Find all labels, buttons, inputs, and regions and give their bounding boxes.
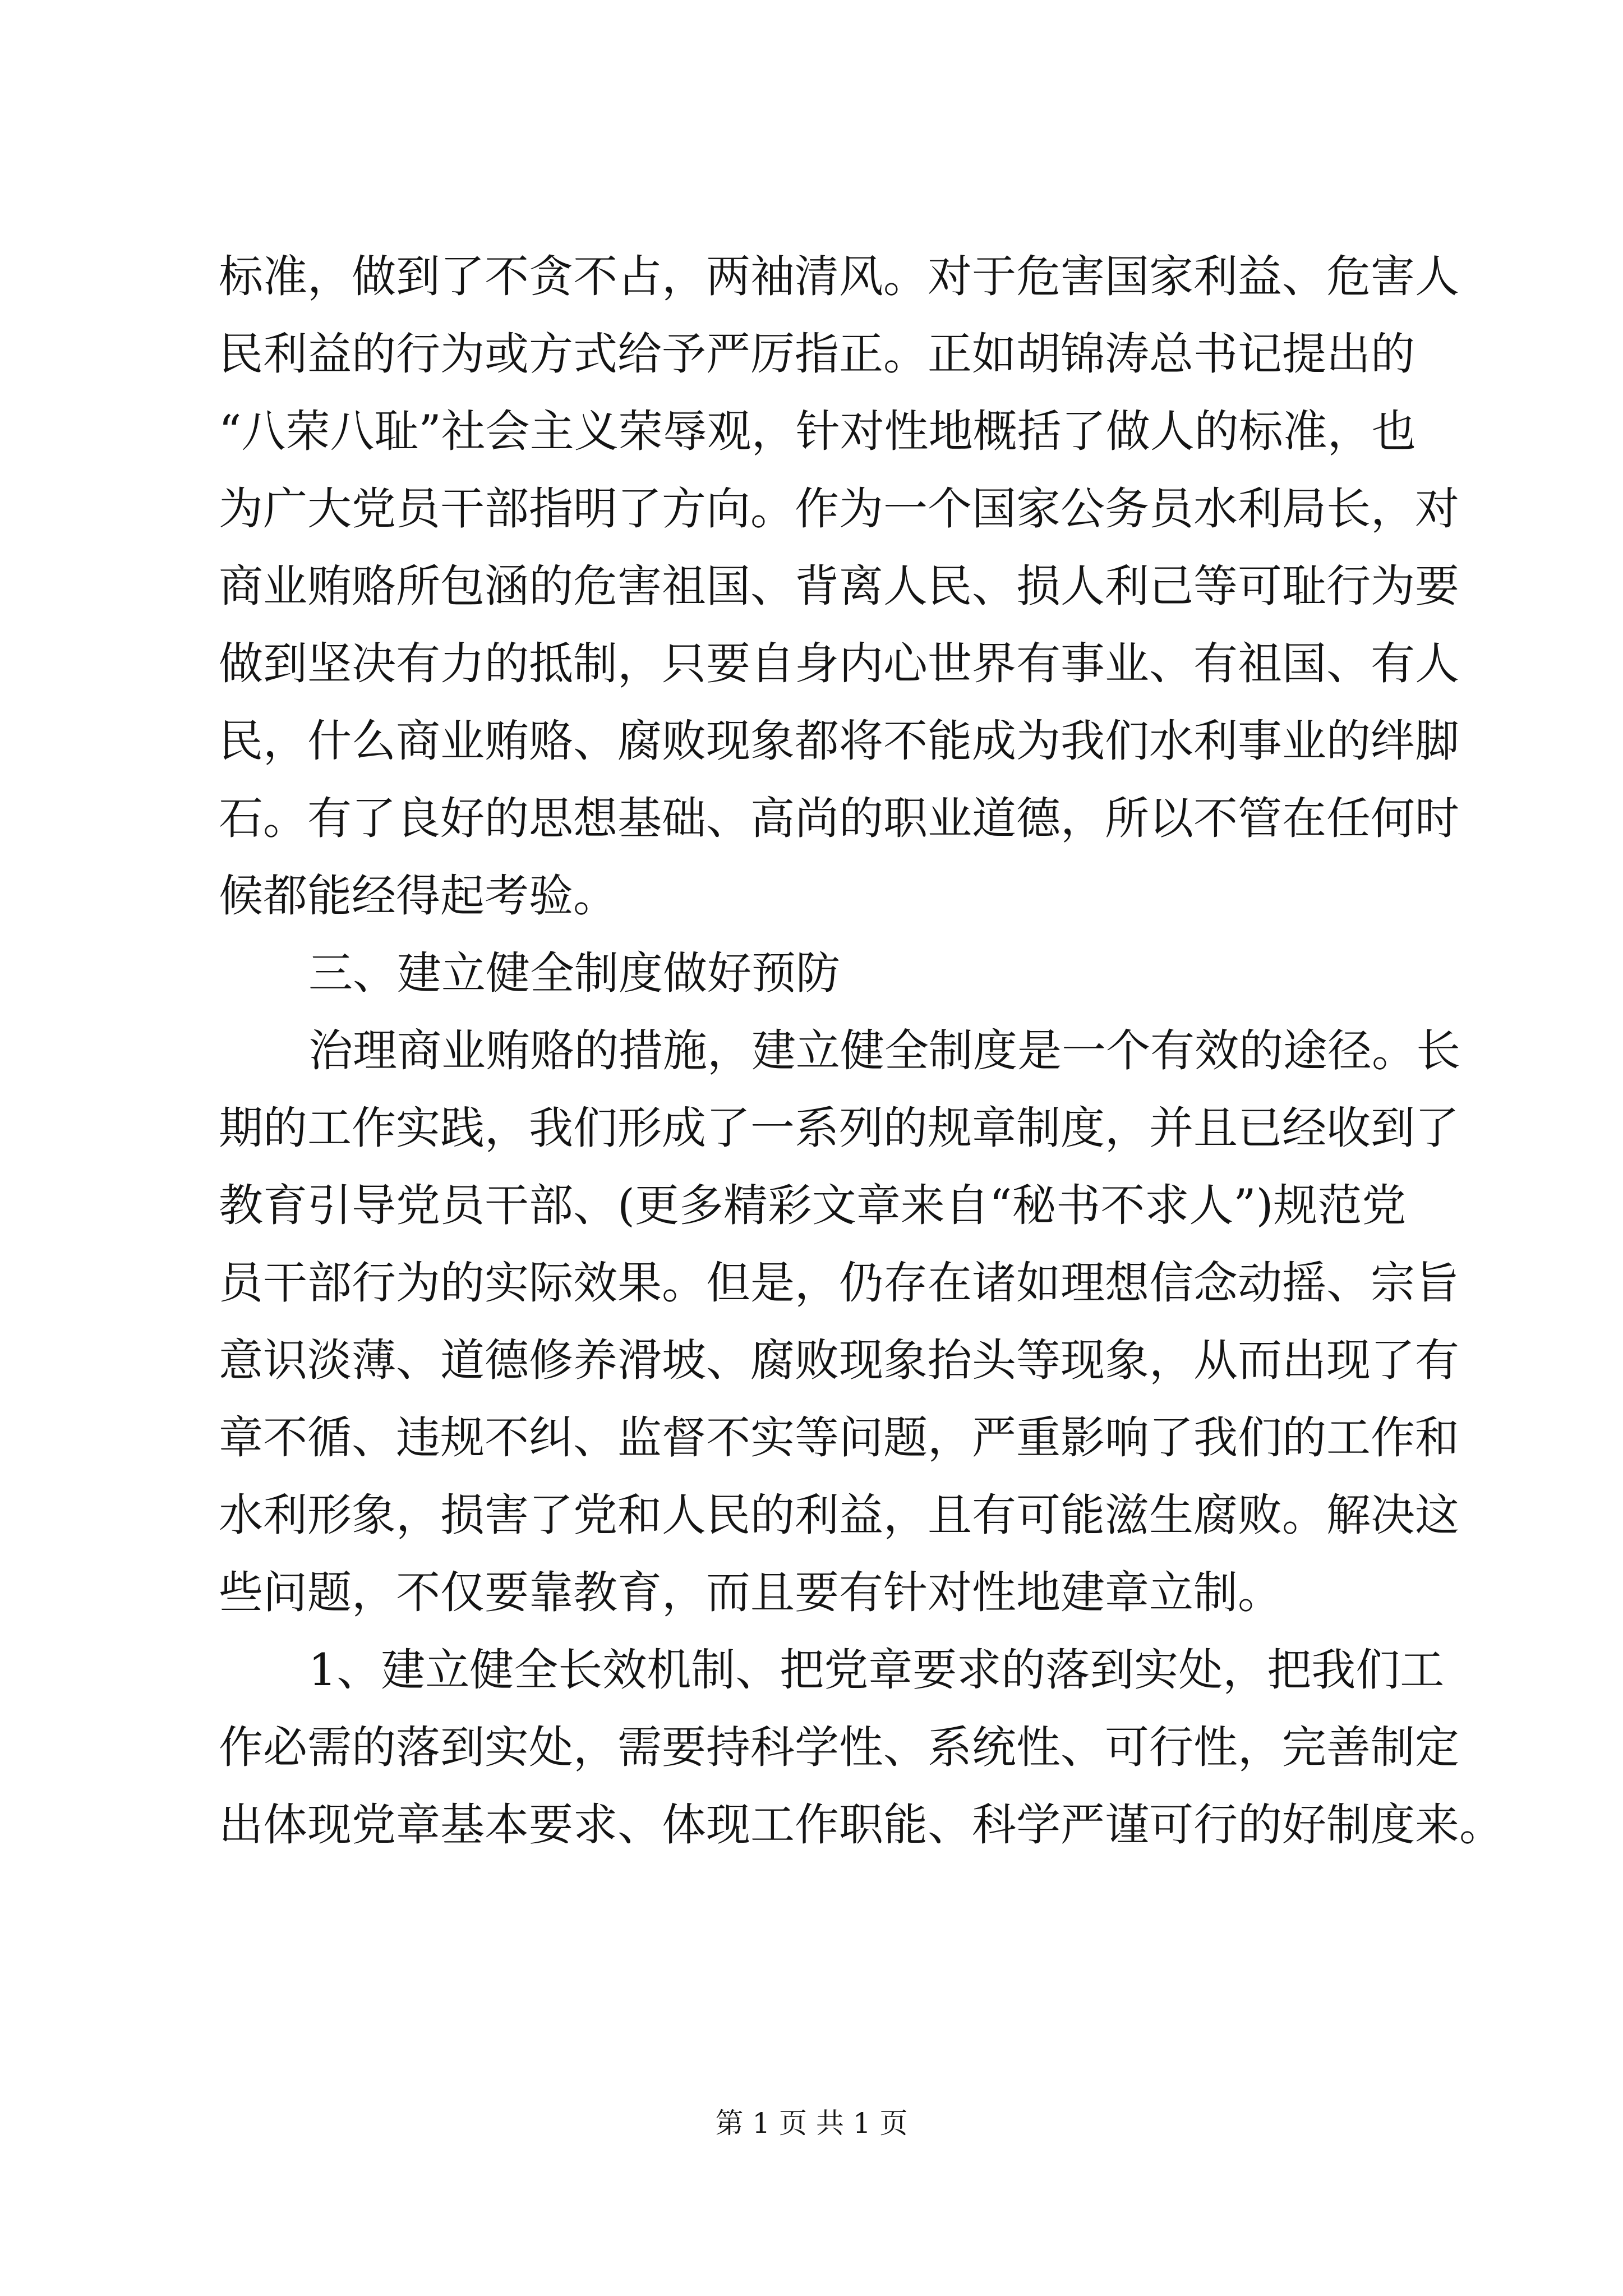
text-line-4: 为广大党员干部指明了方向。作为一个国家公务员水利局长，对: [219, 483, 1459, 535]
text-line-16: 章不循、违规不纠、监督不实等问题，严重影响了我们的工作和: [219, 1412, 1459, 1464]
text-line-6: 做到坚决有力的抵制，只要自身内心世界有事业、有祖国、有人: [219, 638, 1459, 689]
text-line-1: 标准，做到了不贪不占，两袖清风。对于危害国家利益、危害人: [219, 251, 1459, 302]
text-line-2: 民利益的行为或方式给予严厉指正。正如胡锦涛总书记提出的: [219, 328, 1415, 380]
text-line-20: 作必需的落到实处，需要持科学性、系统性、可行性，完善制定: [219, 1722, 1459, 1773]
text-line-11: 治理商业贿赂的措施，建立健全制度是一个有效的途径。长: [308, 1025, 1460, 1076]
text-line-17: 水利形象，损害了党和人民的利益，且有可能滋生腐败。解决这: [219, 1489, 1459, 1541]
text-line-19: 1、建立健全长效机制、把党章要求的落到实处，把我们工: [308, 1644, 1445, 1696]
text-line-18: 些问题，不仅要靠教育，而且要有针对性地建章立制。: [219, 1567, 1282, 1618]
text-line-21: 出体现党章基本要求、体现工作职能、科学严谨可行的好制度来。: [219, 1799, 1504, 1851]
text-line-14: 员干部行为的实际效果。但是，仍存在诸如理想信念动摇、宗旨: [219, 1257, 1459, 1309]
section-heading: 三、建立健全制度做好预防: [308, 947, 840, 999]
text-line-9: 候都能经得起考验。: [219, 870, 617, 922]
text-line-8: 石。有了良好的思想基础、高尚的职业道德，所以不管在任何时: [219, 793, 1459, 844]
text-line-15: 意识淡薄、道德修养滑坡、腐败现象抬头等现象，从而出现了有: [219, 1335, 1459, 1386]
text-line-7: 民，什么商业贿赂、腐败现象都将不能成为我们水利事业的绊脚: [219, 715, 1459, 767]
text-line-3: “八荣八耻”社会主义荣辱观，针对性地概括了做人的标准，也: [219, 406, 1416, 457]
text-line-5: 商业贿赂所包涵的危害祖国、背离人民、损人利己等可耻行为要: [219, 560, 1459, 612]
text-line-12: 期的工作实践，我们形成了一系列的规章制度，并且已经收到了: [219, 1102, 1459, 1154]
text-line-13: 教育引导党员干部、(更多精彩文章来自“秘书不求人”)规范党: [219, 1180, 1407, 1231]
page-footer: 第 1 页 共 1 页: [715, 2107, 908, 2139]
